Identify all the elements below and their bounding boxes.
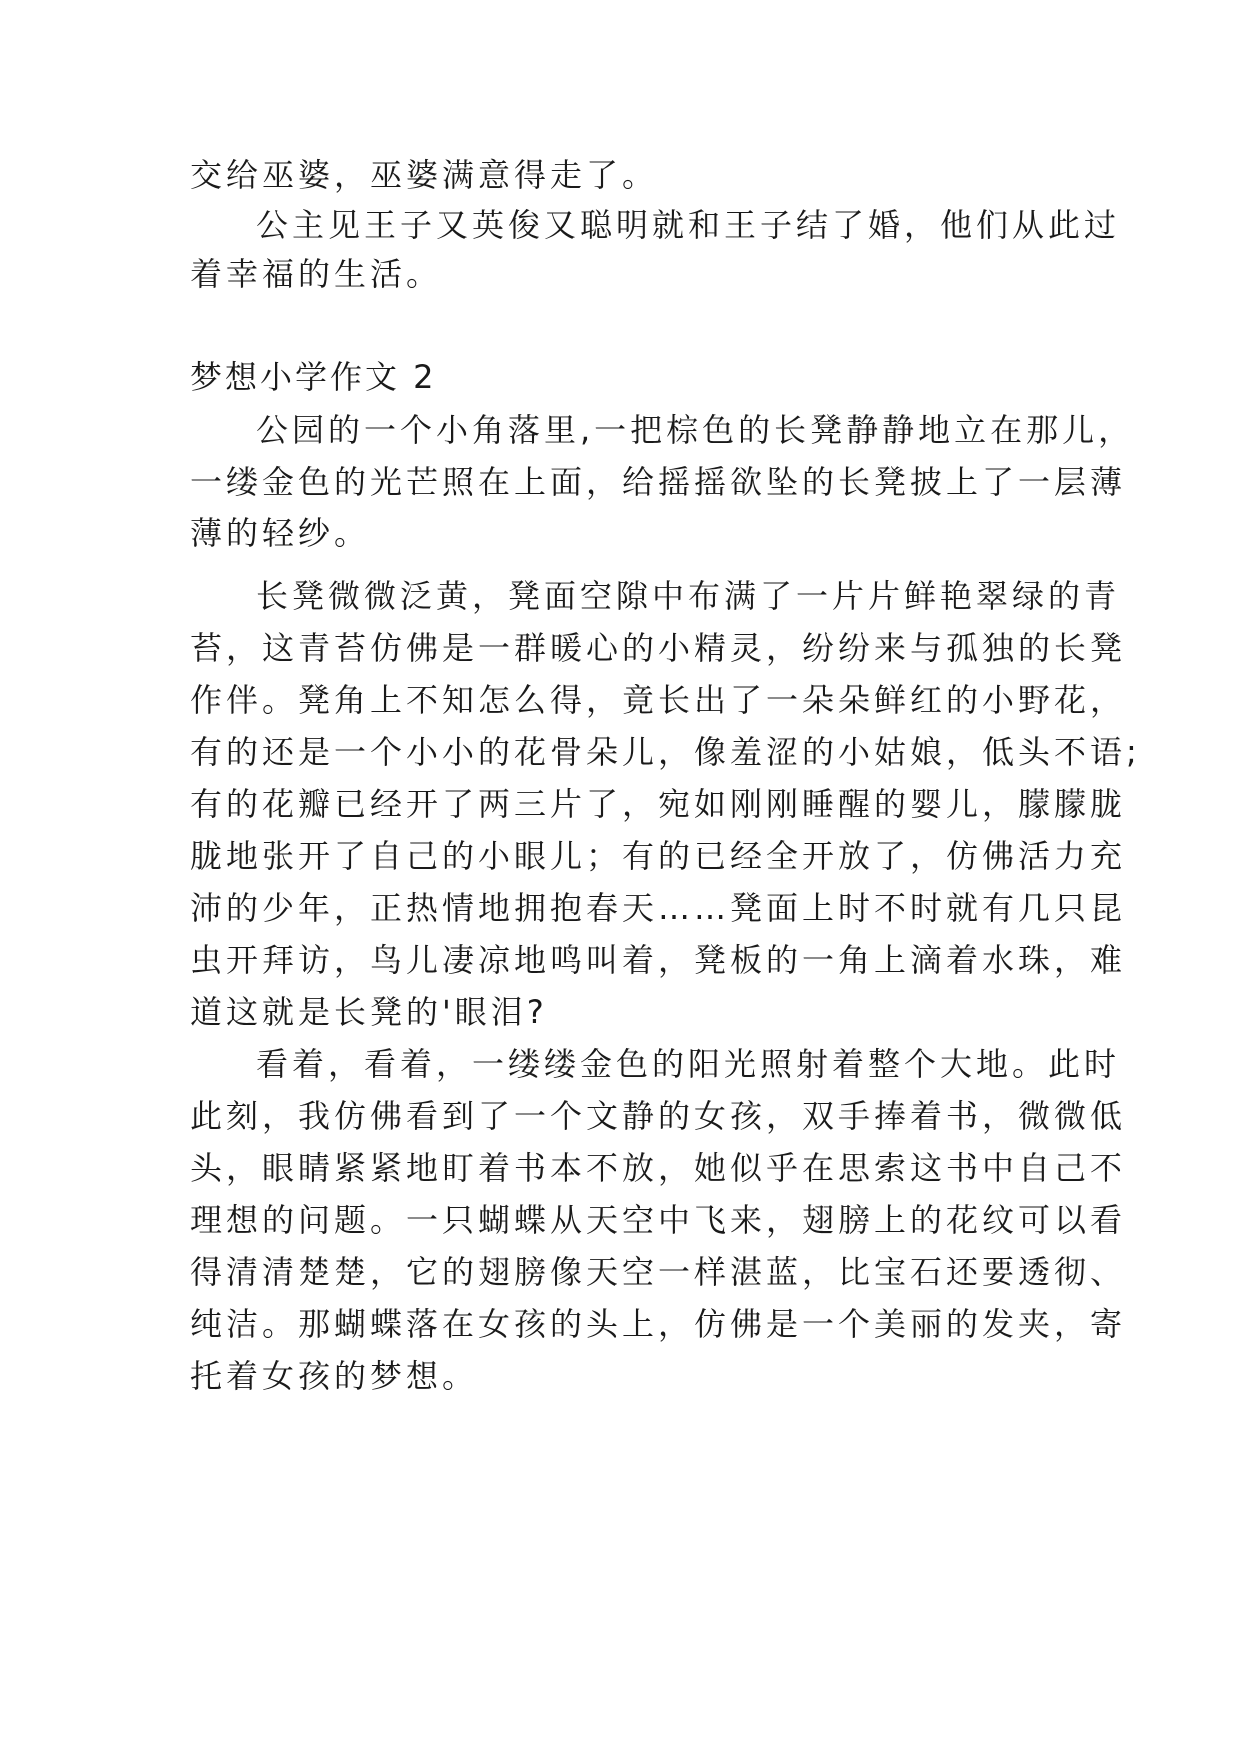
text-line-13: 胧地张开了自己的小眼儿；有的已经全开放了，仿佛活力充 xyxy=(190,837,1127,875)
text-line-20: 理想的问题。一只蝴蝶从天空中飞来，翅膀上的花纹可以看 xyxy=(190,1201,1127,1239)
text-line-2: 公主见王子又英俊又聪明就和王子结了婚，他们从此过 xyxy=(256,206,1121,244)
text-line-9: 苔，这青苔仿佛是一群暖心的小精灵，纷纷来与孤独的长凳 xyxy=(190,629,1127,667)
text-line-22: 纯洁。那蝴蝶落在女孩的头上，仿佛是一个美丽的发夹，寄 xyxy=(190,1305,1127,1343)
text-line-6: 一缕金色的光芒照在上面，给摇摇欲坠的长凳披上了一层薄 xyxy=(190,463,1127,501)
section-heading: 梦想小学作文 2 xyxy=(190,358,437,396)
text-line-10: 作伴。凳角上不知怎么得，竟长出了一朵朵鲜红的小野花， xyxy=(190,681,1127,719)
text-line-8: 长凳微微泛黄，凳面空隙中布满了一片片鲜艳翠绿的青 xyxy=(256,577,1121,615)
text-line-18: 此刻，我仿佛看到了一个文静的女孩，双手捧着书，微微低 xyxy=(190,1097,1127,1135)
text-line-11: 有的还是一个小小的花骨朵儿，像羞涩的小姑娘，低头不语; xyxy=(190,733,1141,771)
text-line-17: 看着，看着，一缕缕金色的阳光照射着整个大地。此时 xyxy=(256,1045,1121,1083)
text-line-3: 着幸福的生活。 xyxy=(190,255,443,293)
text-line-12: 有的花瓣已经开了两三片了，宛如刚刚睡醒的婴儿，朦朦胧 xyxy=(190,785,1127,823)
text-line-21: 得清清楚楚，它的翅膀像天空一样湛蓝，比宝石还要透彻、 xyxy=(190,1253,1127,1291)
text-line-15: 虫开拜访，鸟儿凄凉地鸣叫着，凳板的一角上滴着水珠，难 xyxy=(190,941,1127,979)
text-line-14: 沛的少年，正热情地拥抱春天……凳面上时不时就有几只昆 xyxy=(190,889,1127,927)
text-line-7: 薄的轻纱。 xyxy=(190,514,371,552)
text-line-1: 交给巫婆，巫婆满意得走了。 xyxy=(190,156,659,194)
text-line-16: 道这就是长凳的'眼泪? xyxy=(190,993,548,1031)
text-line-5: 公园的一个小角落里,一把棕色的长凳静静地立在那儿， xyxy=(256,411,1135,449)
text-line-19: 头，眼睛紧紧地盯着书本不放，她似乎在思索这书中自己不 xyxy=(190,1149,1127,1187)
text-line-23: 托着女孩的梦想。 xyxy=(190,1357,479,1395)
